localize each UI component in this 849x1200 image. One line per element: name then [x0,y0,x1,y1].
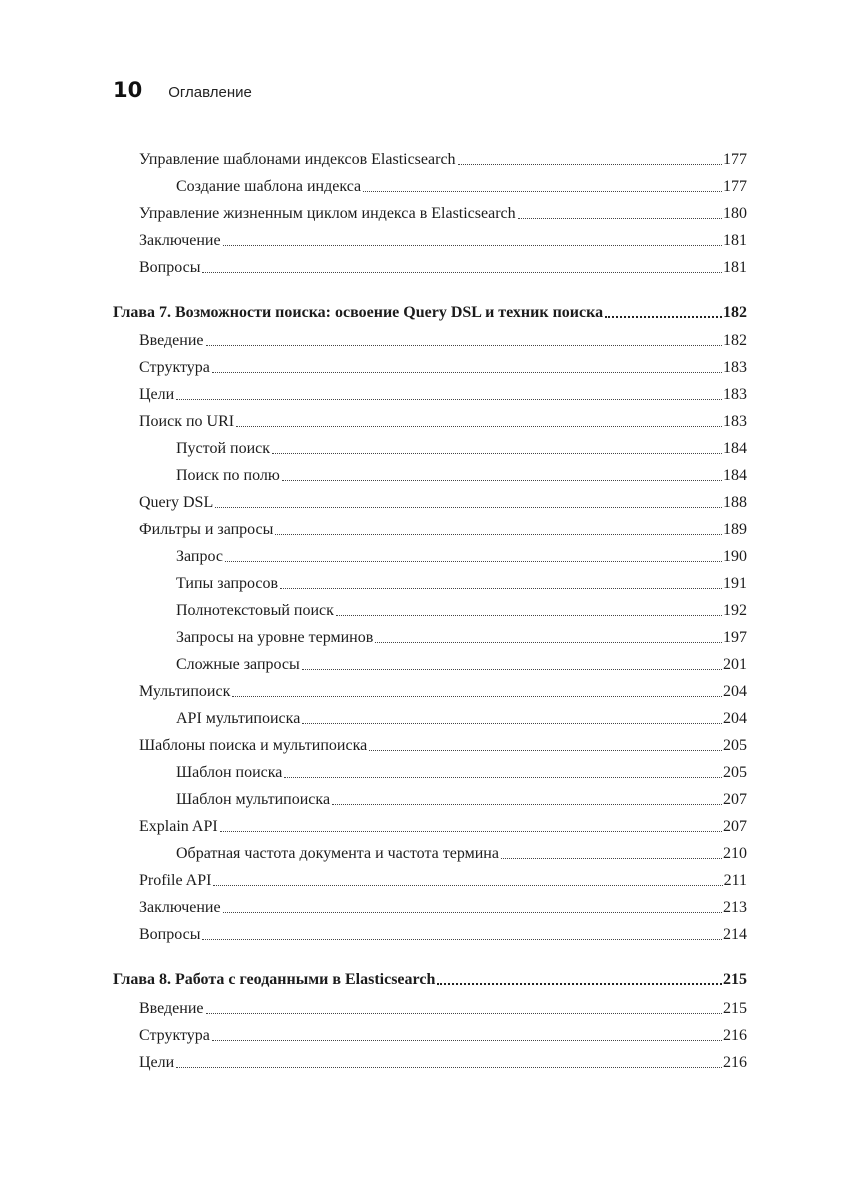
toc-entry-title: Введение [139,1000,204,1017]
toc-entry-title: Пустой поиск [176,440,270,457]
toc-entry-page: 205 [723,737,747,754]
dot-leader [225,561,722,562]
toc-entry-title: Введение [139,332,204,349]
toc-entry-title: Фильтры и запросы [139,521,274,538]
toc-entry[interactable] [176,786,747,810]
toc-entry-title: Вопросы [139,259,201,276]
dot-leader [605,316,722,318]
dot-leader [284,777,722,778]
toc-entry-page: 204 [723,683,747,700]
toc-entry[interactable] [139,408,747,432]
toc-entry-title: Мультипоиск [139,683,231,700]
toc-entry-page: 214 [723,926,747,943]
toc-entry-title: Обратная частота документа и частота термина [176,845,499,862]
toc-entry[interactable] [176,840,747,864]
toc-entry-page: 204 [723,710,747,727]
toc-entry[interactable] [139,678,747,702]
toc-entry-page: 205 [723,764,747,781]
dot-leader [212,1040,722,1041]
toc-entry[interactable] [139,489,747,513]
toc-entry-title: Создание шаблона индекса [176,178,362,195]
toc-chapter-entry[interactable] [113,299,747,323]
toc-entry-title: Цели [139,386,175,403]
dot-leader [302,669,722,670]
dot-leader [202,939,722,940]
toc-entry[interactable] [139,381,747,405]
toc-entry-page: 184 [723,467,747,484]
toc-entry-page: 181 [723,259,747,276]
dot-leader [236,426,722,427]
toc-entry-page: 191 [723,575,747,592]
dot-leader [336,615,722,616]
dot-leader [437,983,722,985]
toc-entry[interactable] [139,146,747,170]
running-header [113,78,252,102]
toc-entry[interactable] [139,327,747,351]
toc-entry-page: 197 [723,629,747,646]
dot-leader [332,804,722,805]
toc-entry-title: Query DSL [139,494,214,511]
toc-entry-title: Шаблон поиска [176,764,283,781]
toc-entry[interactable] [139,813,747,837]
toc-entry-title: Шаблоны поиска и мультипоиска [139,737,368,754]
toc-entry-page: 180 [723,205,747,222]
toc-entry-page: 215 [723,1000,747,1017]
toc-entry-page: 183 [723,413,747,430]
toc-entry-page: 213 [723,899,747,916]
dot-leader [212,372,722,373]
dot-leader [215,507,722,508]
dot-leader [202,272,722,273]
toc-entry-page: 182 [723,304,747,321]
toc-entry-title: Структура [139,359,210,376]
toc-entry[interactable] [139,254,747,278]
dot-leader [518,218,722,219]
toc-entry-title: Заключение [139,232,221,249]
toc-entry-title: Полнотекстовый поиск [176,602,334,619]
toc-entry-page: 192 [723,602,747,619]
toc-entry[interactable] [139,894,747,918]
toc-entry[interactable] [176,173,747,197]
toc-entry-page: 183 [723,386,747,403]
toc-entry[interactable] [139,867,747,891]
toc-entry[interactable] [139,732,747,756]
toc-entry-page: 201 [723,656,747,673]
toc-entry[interactable] [139,1022,747,1046]
dot-leader [232,696,722,697]
toc-chapter-entry[interactable] [113,966,747,990]
toc-entry[interactable] [176,597,747,621]
toc-entry[interactable] [176,435,747,459]
toc-entry[interactable] [139,200,747,224]
toc-entry-title: Запросы на уровне терминов [176,629,374,646]
toc-entry[interactable] [176,624,747,648]
toc-entry-title: Explain API [139,818,218,835]
toc-entry[interactable] [176,759,747,783]
toc-entry[interactable] [139,516,747,540]
toc-entry-title: Запрос [176,548,223,565]
toc-entry-title: Вопросы [139,926,201,943]
toc-entry-page: 210 [723,845,747,862]
toc-entry-title: Типы запросов [176,575,279,592]
dot-leader [280,588,722,589]
toc-entry[interactable] [139,354,747,378]
dot-leader [302,723,722,724]
toc-entry[interactable] [139,1049,747,1073]
dot-leader [363,191,722,192]
page-number: 10 [113,78,143,102]
toc-entry-title: Profile API [139,872,212,889]
toc-entry[interactable] [176,570,747,594]
toc-entry-title: Шаблон мультипоиска [176,791,331,808]
toc-entry-page: 215 [723,971,747,988]
running-title: Оглавление [168,84,252,101]
dot-leader [369,750,722,751]
dot-leader [220,831,722,832]
toc-entry-page: 216 [723,1054,747,1071]
dot-leader [272,453,722,454]
toc-entry-page: 189 [723,521,747,538]
dot-leader [282,480,722,481]
toc-entry[interactable] [139,227,747,251]
toc-entry-title: Управление жизненным циклом индекса в Elasticsearch [139,205,516,222]
toc-entry-title: Структура [139,1027,210,1044]
toc-entry-title: Поиск по URI [139,413,235,430]
dot-leader [206,1013,723,1014]
toc-entry-page: 177 [723,151,747,168]
toc-entry[interactable] [176,543,747,567]
toc-entry-page: 183 [723,359,747,376]
toc-entry[interactable] [176,651,747,675]
dot-leader [176,399,722,400]
dot-leader [206,345,723,346]
toc-entry-title: Управление шаблонами индексов Elasticsearch [139,151,456,168]
toc-entry-page: 207 [723,791,747,808]
dot-leader [223,912,722,913]
toc-entry-page: 184 [723,440,747,457]
toc-entry-page: 216 [723,1027,747,1044]
dot-leader [501,858,722,859]
dot-leader [223,245,722,246]
toc-entry-title: Сложные запросы [176,656,300,673]
dot-leader [458,164,722,165]
dot-leader [213,885,722,886]
toc-entry-page: 188 [723,494,747,511]
dot-leader [275,534,722,535]
toc-entry[interactable] [139,995,747,1019]
toc-entry-title: Глава 7. Возможности поиска: освоение Query DSL и техник поиска [113,304,604,321]
toc-entry-title: Поиск по полю [176,467,280,484]
toc-entry-title: Заключение [139,899,221,916]
toc-entry-page: 207 [723,818,747,835]
dot-leader [176,1067,722,1068]
toc-entry-page: 190 [723,548,747,565]
toc-entry-title: Глава 8. Работа с геоданными в Elasticsearch [113,971,436,988]
toc-entry-title: Цели [139,1054,175,1071]
toc-entry-title: API мультипоиска [176,710,301,727]
toc-entry-page: 211 [723,872,747,889]
toc-entry[interactable] [176,705,747,729]
toc-entry[interactable] [139,921,747,945]
toc-entry-page: 182 [723,332,747,349]
toc-entry-page: 177 [723,178,747,195]
dot-leader [375,642,722,643]
toc-entry[interactable] [176,462,747,486]
toc-entry-page: 181 [723,232,747,249]
